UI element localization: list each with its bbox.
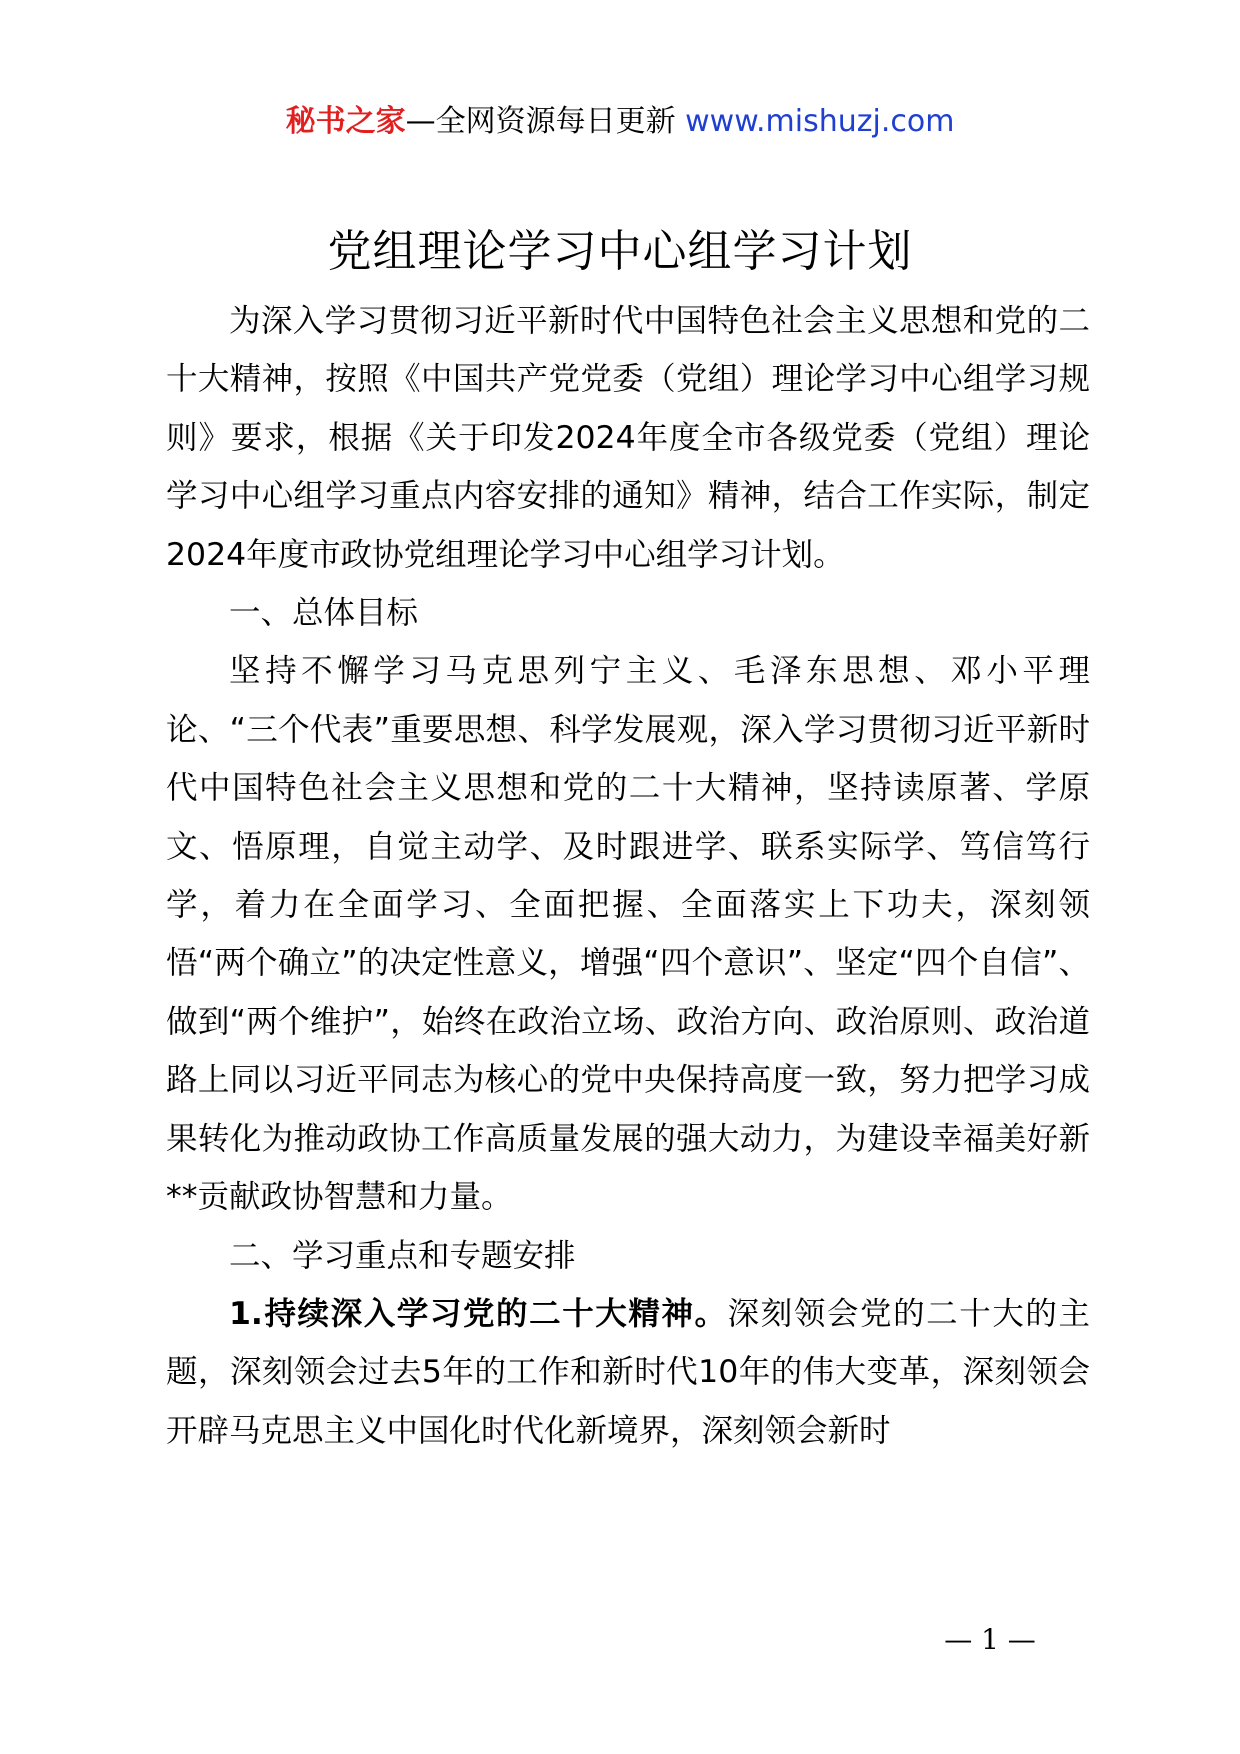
goals-paragraph: 坚持不懈学习马克思列宁主义、毛泽东思想、邓小平理论、“三个代表”重要思想、科学发展观，深入学习贯彻习近平新时代中国特色社会主义思想和党的二十大精神，坚持读原著、学原文、悟原理，自觉主动学、及时跟进学、联系实际学、笃信笃行学，着力在全面学习、全面把握、全面落实上下功夫，深刻领悟“两个确立”的决定性意义，增强“四个意识”、坚定“四个自信”、做到“两个维护”，始终在政治立场、政治方向、政治原则、政治道路上同以习近平同志为核心的党中央保持高度一致，努力把学习成果转化为推动政协工作高质量发展的强大动力，为建设幸福美好新**贡献政协智慧和力量。 (166, 653, 1090, 1216)
header-banner (0, 100, 1240, 144)
site-url-link[interactable]: www.mishuzj.com (685, 104, 955, 139)
topic-item-1-lead: 1.持续深入学习党的二十大精神。 (229, 1295, 728, 1332)
section-heading-goals: 一、总体目标 (229, 595, 419, 632)
intro-paragraph: 为深入学习贯彻习近平新时代中国特色社会主义思想和党的二十大精神，按照《中国共产党党委（党组）理论学习中心组学习规则》要求，根据《关于印发2024年度全市各级党委（党组）理论学习中心组学习重点内容安排的通知》精神，结合工作实际，制定2024年度市政协党组理论学习中心组学习计划。 (166, 303, 1090, 573)
document-body (166, 292, 1090, 1460)
header-tagline: —全网资源每日更新 (405, 104, 676, 139)
brand-name: 秘书之家 (285, 104, 406, 139)
topic-item-1-body: 深刻领会党的二十大的主题，深刻领会过去5年的工作和新时代10年的伟大变革，深刻领会开辟马克思主义中国化时代化新境界，深刻领会新时 (166, 1295, 1090, 1449)
topic-item-1 (166, 1285, 1090, 1460)
page-number: — 1 — (944, 1623, 1036, 1656)
section-heading-topics: 二、学习重点和专题安排 (229, 1237, 576, 1274)
document-title: 党组理论学习中心组学习计划 (327, 226, 913, 277)
